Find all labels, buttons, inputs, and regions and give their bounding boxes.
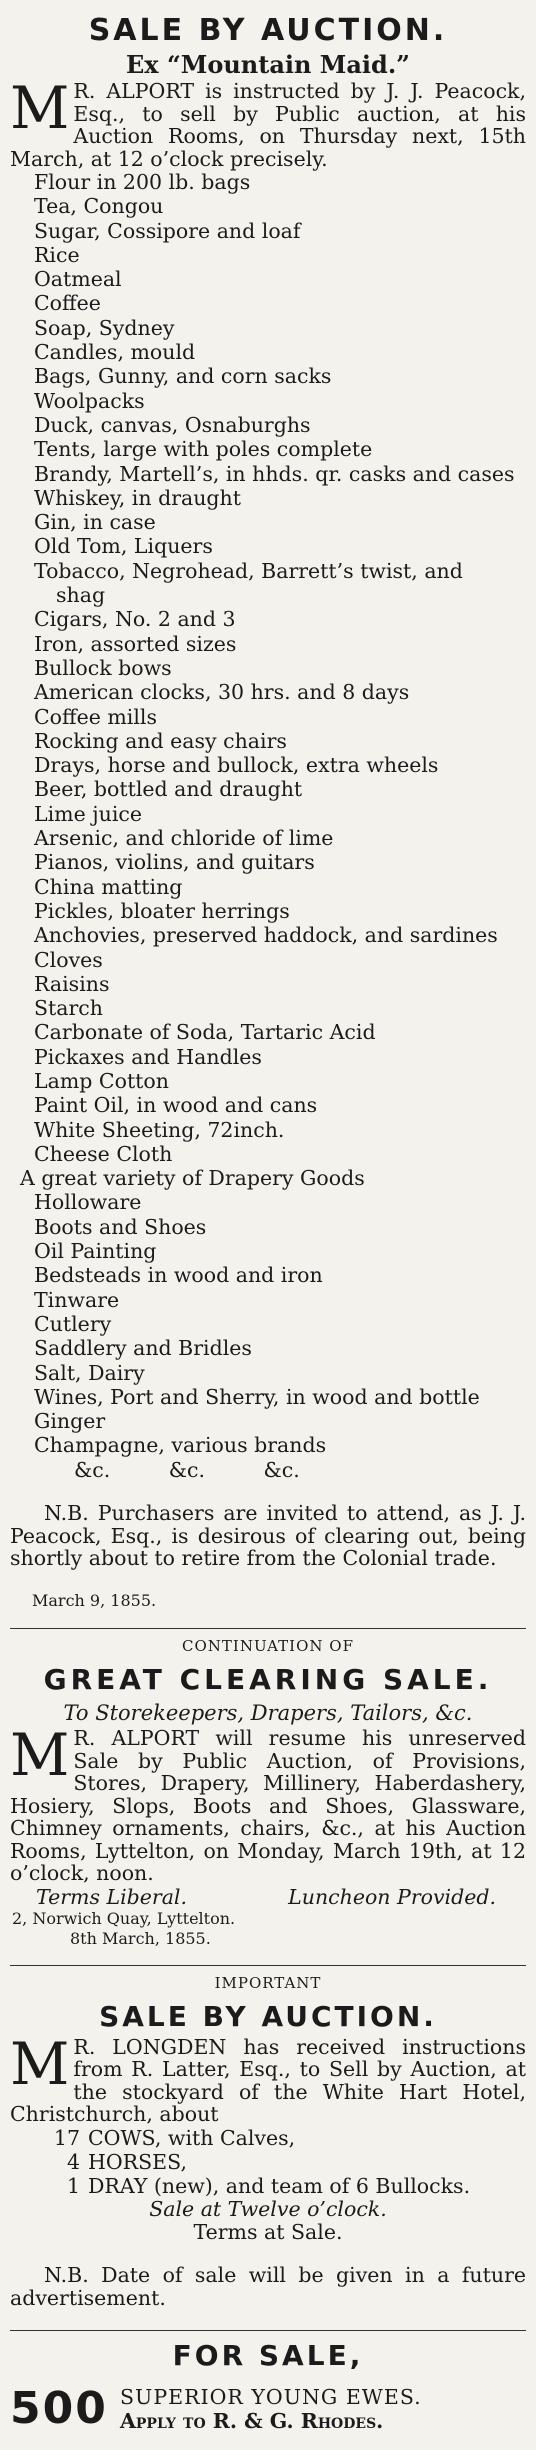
ad1-item: A great variety of Drapery Goods bbox=[20, 1166, 365, 1191]
ad1-item: Bullock bows bbox=[34, 655, 172, 680]
ad1-item: Bags, Gunny, and corn sacks bbox=[34, 364, 332, 389]
ad1-item: Rice bbox=[34, 242, 80, 267]
ad1-subhead: Ex “Mountain Maid.” bbox=[126, 50, 410, 79]
ad3-stock-row bbox=[10, 2174, 526, 2198]
ad1-etc: &c. &c. &c. bbox=[74, 1457, 300, 1482]
auction-ad-mountain-maid bbox=[10, 12, 526, 1612]
ad1-item: Old Tom, Liquers bbox=[34, 534, 213, 559]
ad1-item: Beer, bottled and draught bbox=[34, 777, 303, 802]
ad1-item: Saddlery and Bridles bbox=[34, 1336, 252, 1361]
stock-description: COWS, with Calves, bbox=[88, 2125, 296, 2150]
ad1-date: March 9, 1855. bbox=[32, 1591, 157, 1611]
ad1-item: Coffee mills bbox=[34, 704, 157, 729]
ad1-item: Candles, mould bbox=[34, 340, 196, 365]
ad1-item: shag bbox=[56, 583, 106, 608]
stock-quantity: 17 bbox=[53, 2125, 80, 2150]
stock-description: DRAY (new), and team of 6 Bullocks. bbox=[88, 2173, 471, 2198]
great-clearing-sale-ad bbox=[10, 1635, 526, 1949]
ad3-stock-list bbox=[10, 2126, 526, 2198]
ad4-text bbox=[120, 2385, 422, 2433]
ad1-item: Anchovies, preserved haddock, and sardines bbox=[34, 923, 498, 948]
ewes-for-sale-ad bbox=[10, 2337, 526, 2437]
divider-rule bbox=[10, 1965, 526, 1966]
divider-rule bbox=[10, 2330, 526, 2331]
ad1-item: Tinware bbox=[34, 1287, 120, 1312]
divider-rule bbox=[10, 1628, 526, 1629]
ad1-item: Cheese Cloth bbox=[34, 1141, 173, 1166]
ad1-item-list bbox=[10, 170, 526, 1458]
ad1-item: Cigars, No. 2 and 3 bbox=[34, 607, 236, 632]
ad3-sale-time: Sale at Twelve o’clock. bbox=[149, 2196, 387, 2221]
ad1-item: Iron, assorted sizes bbox=[34, 631, 237, 656]
ad4-headline: FOR SALE, bbox=[172, 2338, 364, 2372]
stock-description: HORSES, bbox=[88, 2149, 187, 2174]
ad2-body-text: R. ALPORT will resume his unreserved Sale by Public Auction, of Provisions, Stores, Drapery, Millinery, Haberdashery, Hosiery, Slops, Boots and Shoes, Glassware, Chimney ornaments, chairs, &c., at his Auction Rooms, Lyttelton, on Monday, March 19th, at 12 o’clock, noon. bbox=[10, 1726, 526, 1886]
ad2-terms-right: Luncheon Provided. bbox=[288, 1884, 496, 1909]
ad4-number: 500 bbox=[10, 2382, 108, 2434]
ad1-intro bbox=[10, 74, 526, 171]
ad4-line2: Apply to R. & G. Rhodes. bbox=[120, 2408, 384, 2433]
ad1-item: Starch bbox=[34, 996, 103, 1021]
ad1-item: Lime juice bbox=[34, 801, 142, 826]
ad1-item: Rocking and easy chairs bbox=[34, 728, 287, 753]
longden-auction-ad bbox=[10, 1972, 526, 2310]
ad1-item: Pickles, bloater herrings bbox=[34, 898, 290, 923]
ad1-item: Ginger bbox=[34, 1409, 106, 1434]
ad3-kicker: IMPORTANT bbox=[214, 1973, 322, 1992]
ad1-item: China matting bbox=[34, 874, 183, 899]
ad1-item: Whiskey, in draught bbox=[34, 485, 241, 510]
ad1-item: Soap, Sydney bbox=[34, 315, 175, 340]
ad1-item: Gin, in case bbox=[34, 510, 156, 535]
ad1-item: Drays, horse and bullock, extra wheels bbox=[34, 753, 439, 778]
ad2-headline: GREAT CLEARING SALE. bbox=[43, 1663, 493, 1697]
ad1-item: Cloves bbox=[34, 947, 103, 972]
ad1-item: Paint Oil, in wood and cans bbox=[34, 1093, 318, 1118]
ad3-body-text: R. LONGDEN has received instructions from R. Latter, Esq., to Sell by Auction, at the stockyard of the White Hart Hotel, Christchurch, about bbox=[10, 2034, 526, 2127]
ad1-item: Carbonate of Soda, Tartaric Acid bbox=[34, 1020, 376, 1045]
ad3-dropcap: M bbox=[10, 2029, 70, 2098]
ad1-item: Oil Painting bbox=[34, 1239, 157, 1264]
ad2-kicker: CONTINUATION OF bbox=[182, 1637, 354, 1656]
ad3-terms: Terms at Sale. bbox=[193, 2219, 343, 2244]
ad1-item: Bedsteads in wood and iron bbox=[34, 1263, 323, 1288]
ad1-item: Cutlery bbox=[34, 1311, 112, 1336]
stock-quantity: 1 bbox=[66, 2173, 80, 2198]
ad1-item: Flour in 200 lb. bags bbox=[34, 170, 251, 194]
ad3-headline: SALE BY AUCTION. bbox=[99, 1999, 437, 2033]
ad1-item: Tobacco, Negrohead, Barrett’s twist, and bbox=[34, 558, 463, 583]
ad1-dropcap: M bbox=[10, 74, 70, 142]
ad3-stock-row bbox=[10, 2126, 526, 2150]
ad1-item: Pickaxes and Handles bbox=[34, 1044, 262, 1069]
ad2-dropcap: M bbox=[10, 1721, 70, 1790]
ad1-headline: SALE BY AUCTION. bbox=[88, 13, 448, 48]
ad1-item: White Sheeting, 72inch. bbox=[34, 1117, 285, 1142]
ad1-item: Salt, Dairy bbox=[34, 1360, 145, 1385]
ad1-intro-text: R. ALPORT is instructed by J. J. Peacock, Esq., to sell by Public auction, at his Auction Rooms, on Thursday next, 15th March, at 12 o’clock precisely. bbox=[10, 79, 526, 171]
stock-quantity: 4 bbox=[66, 2149, 80, 2174]
ad2-terms bbox=[10, 1885, 526, 1909]
ad1-item: Champagne, various brands bbox=[34, 1433, 327, 1458]
ad1-item: Pianos, violins, and guitars bbox=[34, 850, 315, 875]
ad1-item: Holloware bbox=[34, 1190, 142, 1215]
ad4-row bbox=[10, 2381, 526, 2437]
ad1-item: Oatmeal bbox=[34, 267, 122, 292]
ad2-subline: To Storekeepers, Drapers, Tailors, &c. bbox=[63, 1701, 473, 1726]
ad4-line1: SUPERIOR YOUNG EWES. bbox=[120, 2384, 422, 2409]
ad1-item: Tea, Congou bbox=[34, 194, 164, 219]
ad1-item: Tents, large with poles complete bbox=[34, 437, 373, 462]
ad1-item: Wines, Port and Sherry, in wood and bottle bbox=[34, 1384, 480, 1409]
ad1-item: Sugar, Cossipore and loaf bbox=[34, 218, 301, 243]
ad2-date: 8th March, 1855. bbox=[70, 1928, 211, 1948]
ad1-item: Brandy, Martell’s, in hhds. qr. casks and cases bbox=[34, 461, 515, 486]
ad3-stock-row bbox=[10, 2150, 526, 2174]
ad1-item: Duck, canvas, Osnaburghs bbox=[34, 412, 311, 437]
ad3-nb: N.B. Date of sale will be given in a future advertisement. bbox=[10, 2263, 526, 2310]
ad2-terms-left: Terms Liberal. bbox=[36, 1884, 188, 1909]
ad1-item: Arsenic, and chloride of lime bbox=[34, 826, 334, 851]
ad1-item: Lamp Cotton bbox=[34, 1068, 169, 1093]
ad1-item: Raisins bbox=[34, 971, 110, 996]
ad1-item: Woolpacks bbox=[34, 388, 145, 413]
ad1-item: American clocks, 30 hrs. and 8 days bbox=[34, 680, 410, 705]
ad1-item: Boots and Shoes bbox=[34, 1214, 207, 1239]
ad2-address: 2, Norwich Quay, Lyttelton. bbox=[12, 1908, 236, 1928]
ad1-item: Coffee bbox=[34, 291, 101, 316]
ad1-nb: N.B. Purchasers are invited to attend, as J. J. Peacock, Esq., is desirous of clearing out, being shortly about to retire from the Colonial trade. bbox=[10, 1501, 526, 1571]
ad3-body bbox=[10, 2029, 526, 2127]
ad2-body bbox=[10, 1721, 526, 1886]
